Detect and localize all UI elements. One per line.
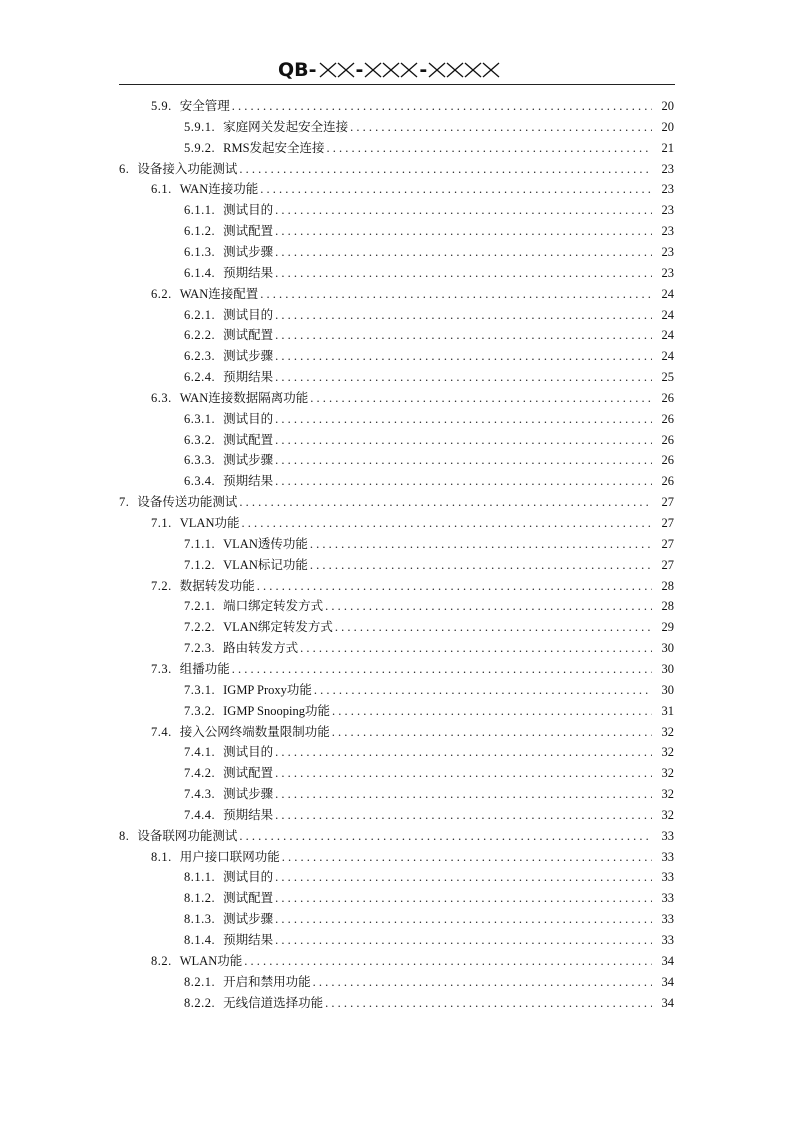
x-placeholder-icon — [446, 61, 464, 79]
toc-dot-leader — [239, 492, 652, 512]
toc-entry-page-number: 23 — [661, 265, 674, 280]
toc-entry-title: 测试步骤 — [223, 453, 274, 468]
toc-entry[interactable] — [184, 742, 674, 762]
toc-entry-title: 测试配置 — [223, 224, 274, 239]
document-code — [278, 56, 500, 84]
toc-entry[interactable] — [184, 325, 674, 345]
toc-entry-title: VLAN功能 — [179, 516, 240, 530]
toc-entry[interactable] — [151, 722, 674, 742]
toc-dot-leader — [275, 784, 652, 804]
toc-entry[interactable] — [184, 930, 674, 950]
toc-dot-leader — [241, 513, 652, 533]
x-placeholder-icon — [400, 61, 418, 79]
toc-entry[interactable] — [184, 450, 674, 470]
toc-dot-leader — [335, 617, 652, 637]
toc-entry-number: 6.1.1. — [184, 203, 216, 218]
toc-entry-page-number: 30 — [661, 641, 674, 656]
x-placeholder-icon — [464, 61, 482, 79]
toc-entry-page-number: 25 — [661, 370, 674, 385]
toc-entry-number: 6.2. — [151, 286, 172, 301]
toc-entry[interactable] — [184, 242, 674, 262]
toc-dot-leader — [275, 305, 652, 325]
x-placeholder-icon — [319, 61, 337, 79]
toc-entry-number: 6.3.2. — [184, 432, 216, 447]
toc-entry-page-number: 34 — [661, 995, 674, 1010]
toc-entry-page-number: 28 — [661, 578, 674, 593]
toc-entry-page-number: 32 — [661, 745, 674, 760]
toc-dot-leader — [239, 159, 652, 179]
toc-entry-number: 8. — [119, 828, 130, 843]
toc-dot-leader — [282, 847, 652, 867]
toc-dot-leader — [275, 888, 652, 908]
toc-entry[interactable] — [151, 388, 674, 408]
toc-dot-leader — [300, 638, 652, 658]
toc-entry-page-number: 24 — [661, 349, 674, 364]
toc-entry-number: 7. — [119, 495, 130, 510]
toc-entry-page-number: 29 — [661, 620, 674, 635]
toc-dot-leader — [239, 826, 652, 846]
toc-entry-title: VLAN标记功能 — [223, 557, 308, 572]
toc-entry[interactable] — [184, 888, 674, 908]
toc-entry-number: 7.3.1. — [184, 682, 216, 697]
toc-entry-page-number: 33 — [661, 828, 674, 843]
toc-entry[interactable] — [151, 847, 674, 867]
toc-entry[interactable] — [184, 117, 674, 137]
toc-dot-leader — [350, 117, 652, 137]
toc-entry-page-number: 21 — [661, 140, 674, 155]
toc-entry-title: 测试配置 — [223, 432, 274, 447]
toc-entry[interactable] — [151, 179, 674, 199]
x-placeholder-icon — [337, 61, 355, 79]
toc-entry-number: 5.9.1. — [184, 119, 216, 134]
toc-entry-page-number: 30 — [661, 682, 674, 697]
toc-entry[interactable] — [184, 909, 674, 929]
toc-dot-leader — [275, 805, 652, 825]
toc-entry-number: 8.1.2. — [184, 891, 216, 906]
toc-entry-page-number: 34 — [661, 953, 674, 968]
toc-dot-leader — [257, 576, 652, 596]
toc-entry[interactable] — [184, 867, 674, 887]
toc-dot-leader — [310, 534, 652, 554]
toc-entry-number: 8.1.4. — [184, 933, 216, 947]
toc-entry-page-number: 27 — [661, 536, 674, 551]
toc-dot-leader — [275, 471, 652, 491]
toc-entry-title: WLAN功能 — [179, 953, 243, 968]
toc-entry-title: IGMP Snooping功能 — [223, 703, 330, 718]
toc-entry-title: 用户接口联网功能 — [179, 849, 280, 864]
toc-entry[interactable] — [184, 555, 674, 575]
toc-entry[interactable] — [119, 826, 674, 846]
toc-entry[interactable] — [184, 972, 674, 992]
toc-dot-leader — [275, 221, 652, 241]
toc-entry-title: 设备传送功能测试 — [137, 495, 238, 510]
toc-entry-title: IGMP Proxy功能 — [223, 682, 312, 697]
toc-entry-number: 7.4.1. — [184, 745, 216, 760]
toc-entry-page-number: 26 — [661, 453, 674, 468]
toc-entry[interactable] — [184, 617, 674, 637]
toc-entry-page-number: 26 — [661, 411, 674, 426]
toc-entry-number: 7.2.3. — [184, 641, 216, 656]
toc-dot-leader — [275, 763, 652, 783]
toc-entry-page-number: 32 — [661, 724, 674, 739]
toc-entry-number: 6.1.4. — [184, 265, 216, 280]
toc-dot-leader — [275, 325, 652, 345]
toc-entry-number: 8.1. — [151, 849, 172, 864]
toc-entry-page-number: 33 — [661, 891, 674, 906]
toc-entry-title: 预期结果 — [223, 370, 274, 385]
toc-entry-title: 预期结果 — [223, 265, 274, 280]
toc-entry-title: 数据转发功能 — [179, 578, 255, 593]
toc-entry-title: 测试目的 — [223, 411, 274, 426]
toc-entry-page-number: 24 — [661, 286, 674, 301]
toc-entry-page-number: 32 — [661, 807, 674, 822]
toc-entry-number: 6. — [119, 161, 130, 176]
toc-entry-number: 6.2.3. — [184, 349, 216, 364]
toc-entry[interactable] — [184, 638, 674, 658]
toc-entry[interactable] — [151, 284, 674, 304]
toc-entry-title: 端口绑定转发方式 — [223, 599, 324, 614]
toc-entry-number: 6.1.2. — [184, 224, 216, 239]
toc-entry-number: 6.3.4. — [184, 474, 216, 489]
toc-entry-page-number: 24 — [661, 307, 674, 322]
toc-entry-page-number: 34 — [661, 974, 674, 989]
code-separator: - — [355, 59, 364, 81]
toc-entry-title: 无线信道选择功能 — [223, 995, 324, 1010]
toc-dot-leader — [232, 659, 652, 679]
toc-entry-page-number: 27 — [661, 516, 674, 530]
toc-entry-page-number: 27 — [661, 557, 674, 572]
toc-entry-title: WAN连接功能 — [179, 182, 259, 197]
toc-entry[interactable] — [184, 263, 674, 283]
toc-entry-page-number: 33 — [661, 849, 674, 864]
toc-entry-title: 测试目的 — [223, 203, 274, 218]
toc-entry[interactable] — [184, 680, 674, 700]
x-placeholder-icon — [364, 61, 382, 79]
toc-entry-page-number: 23 — [661, 161, 674, 176]
toc-entry[interactable] — [184, 763, 674, 783]
toc-entry-page-number: 26 — [661, 474, 674, 489]
toc-entry-page-number: 23 — [661, 224, 674, 239]
toc-entry-number: 6.1.3. — [184, 244, 216, 259]
toc-entry-page-number: 30 — [661, 661, 674, 676]
toc-entry-title: 测试步骤 — [223, 244, 274, 259]
toc-entry-number: 7.1.2. — [184, 557, 216, 572]
toc-entry-number: 6.3. — [151, 390, 172, 405]
toc-entry-number: 7.4.2. — [184, 766, 216, 781]
toc-entry-title: 测试目的 — [223, 870, 274, 885]
toc-dot-leader — [275, 409, 652, 429]
toc-entry-number: 8.1.1. — [184, 870, 216, 885]
toc-dot-leader — [275, 930, 652, 950]
toc-entry-page-number: 28 — [661, 599, 674, 614]
toc-entry-title: 预期结果 — [223, 807, 274, 822]
toc-entry-number: 7.4. — [151, 724, 172, 739]
code-separator: - — [419, 59, 428, 81]
toc-entry[interactable] — [119, 492, 674, 512]
toc-dot-leader — [310, 555, 652, 575]
toc-entry-page-number: 27 — [661, 495, 674, 510]
x-placeholder-icon — [382, 61, 400, 79]
toc-entry-page-number: 26 — [661, 390, 674, 405]
toc-entry[interactable] — [119, 159, 674, 179]
toc-dot-leader — [325, 596, 652, 616]
toc-entry-number: 7.2.2. — [184, 620, 216, 635]
toc-entry[interactable] — [151, 576, 674, 596]
toc-entry-page-number: 33 — [661, 912, 674, 927]
toc-entry-title: 组播功能 — [179, 661, 230, 676]
toc-dot-leader — [275, 430, 652, 450]
toc-entry-number: 7.4.4. — [184, 807, 216, 822]
toc-dot-leader — [314, 680, 652, 700]
toc-entry-number: 5.9. — [151, 99, 172, 113]
toc-entry-number: 6.2.1. — [184, 307, 216, 322]
toc-entry-page-number: 20 — [661, 119, 674, 134]
toc-entry-number: 6.2.4. — [184, 370, 216, 385]
toc-entry-page-number: 20 — [661, 99, 674, 113]
toc-entry-title: 路由转发方式 — [223, 641, 299, 656]
toc-entry-number: 7.3.2. — [184, 703, 216, 718]
toc-entry[interactable] — [184, 805, 674, 825]
toc-entry-number: 8.2. — [151, 953, 172, 968]
toc-entry-title: VLAN绑定转发方式 — [223, 620, 333, 635]
toc-entry[interactable] — [184, 200, 674, 220]
toc-entry[interactable] — [184, 305, 674, 325]
toc-entry[interactable] — [184, 430, 674, 450]
toc-entry[interactable] — [184, 367, 674, 387]
code-placeholder-group-2 — [364, 61, 418, 79]
toc-dot-leader — [275, 200, 652, 220]
toc-entry-title: 测试目的 — [223, 307, 274, 322]
toc-entry-number: 7.4.3. — [184, 787, 216, 802]
toc-dot-leader — [332, 722, 652, 742]
toc-entry[interactable] — [151, 96, 674, 116]
toc-entry[interactable] — [184, 534, 674, 554]
toc-entry-page-number: 26 — [661, 432, 674, 447]
toc-entry-page-number: 31 — [661, 703, 674, 718]
toc-entry-page-number: 32 — [661, 766, 674, 781]
toc-dot-leader — [327, 138, 652, 158]
toc-entry-title: 设备联网功能测试 — [137, 828, 238, 843]
x-placeholder-icon — [428, 61, 446, 79]
toc-entry-page-number: 33 — [661, 870, 674, 885]
toc-entry-title: 开启和禁用功能 — [223, 974, 311, 989]
toc-entry-title: RMS发起安全连接 — [223, 140, 325, 155]
toc-entry-number: 6.3.1. — [184, 411, 216, 426]
toc-entry-title: 测试步骤 — [223, 349, 274, 364]
toc-entry[interactable] — [184, 138, 674, 158]
toc-entry-title: 家庭网关发起安全连接 — [223, 119, 349, 134]
toc-entry-title: 测试配置 — [223, 766, 274, 781]
toc-dot-leader — [232, 96, 652, 116]
toc-entry-number: 8.2.2. — [184, 995, 216, 1010]
toc-entry-number: 5.9.2. — [184, 140, 216, 155]
toc-dot-leader — [244, 951, 652, 971]
toc-entry[interactable] — [151, 951, 674, 971]
toc-entry-number: 7.2. — [151, 578, 172, 593]
toc-entry-title: 测试目的 — [223, 745, 274, 760]
header-rule — [119, 84, 675, 85]
toc-entry[interactable] — [184, 701, 674, 721]
toc-entry-title: 测试配置 — [223, 891, 274, 906]
toc-entry-title: 预期结果 — [223, 474, 274, 489]
toc-dot-leader — [310, 388, 652, 408]
toc-entry-title: WAN连接配置 — [179, 286, 259, 301]
toc-entry-number: 6.2.2. — [184, 328, 216, 343]
toc-dot-leader — [275, 263, 652, 283]
toc-entry-number: 7.3. — [151, 661, 172, 676]
toc-dot-leader — [260, 284, 652, 304]
toc-entry-page-number: 23 — [661, 244, 674, 259]
page-header — [0, 56, 794, 84]
toc-entry-title: 测试步骤 — [223, 912, 274, 927]
toc-dot-leader — [325, 993, 652, 1013]
toc-entry[interactable] — [184, 784, 674, 804]
toc-entry-number: 7.1.1. — [184, 536, 216, 551]
toc-entry-number: 7.2.1. — [184, 599, 216, 614]
toc-entry-page-number: 23 — [661, 182, 674, 197]
toc-entry-title: 预期结果 — [223, 933, 274, 947]
toc-dot-leader — [275, 742, 652, 762]
toc-dot-leader — [275, 450, 652, 470]
toc-entry-page-number: 24 — [661, 328, 674, 343]
toc-dot-leader — [275, 909, 652, 929]
toc-entry-number: 6.1. — [151, 182, 172, 197]
toc-entry[interactable] — [184, 471, 674, 491]
toc-entry-page-number: 23 — [661, 203, 674, 218]
toc-entry-number: 7.1. — [151, 516, 172, 530]
code-placeholder-group-1 — [319, 61, 355, 79]
toc-dot-leader — [275, 867, 652, 887]
document-code-prefix: QB- — [278, 59, 317, 81]
toc-entry-title: 测试步骤 — [223, 787, 274, 802]
toc-entry-number: 6.3.3. — [184, 453, 216, 468]
toc-dot-leader — [275, 346, 652, 366]
toc-entry[interactable] — [151, 659, 674, 679]
toc-entry[interactable] — [184, 409, 674, 429]
toc-entry-title: 安全管理 — [179, 99, 230, 113]
toc-entry-page-number: 32 — [661, 787, 674, 802]
toc-dot-leader — [275, 242, 652, 262]
toc-dot-leader — [260, 179, 652, 199]
toc-entry-title: VLAN透传功能 — [223, 536, 308, 551]
toc-dot-leader — [332, 701, 652, 721]
toc-entry[interactable] — [184, 221, 674, 241]
toc-entry-title: 测试配置 — [223, 328, 274, 343]
toc-entry-title: WAN连接数据隔离功能 — [179, 390, 309, 405]
toc-dot-leader — [313, 972, 652, 992]
toc-entry[interactable] — [184, 993, 674, 1013]
toc-entry[interactable] — [151, 513, 674, 533]
toc-entry-number: 8.1.3. — [184, 912, 216, 927]
toc-entry-title: 设备接入功能测试 — [137, 161, 238, 176]
code-placeholder-group-3 — [428, 61, 500, 79]
toc-entry-page-number: 33 — [661, 933, 674, 947]
toc-entry[interactable] — [184, 596, 674, 616]
toc-entry-title: 接入公网终端数量限制功能 — [179, 724, 330, 739]
x-placeholder-icon — [482, 61, 500, 79]
toc-dot-leader — [275, 367, 652, 387]
toc-entry[interactable] — [184, 346, 674, 366]
toc-entry-number: 8.2.1. — [184, 974, 216, 989]
